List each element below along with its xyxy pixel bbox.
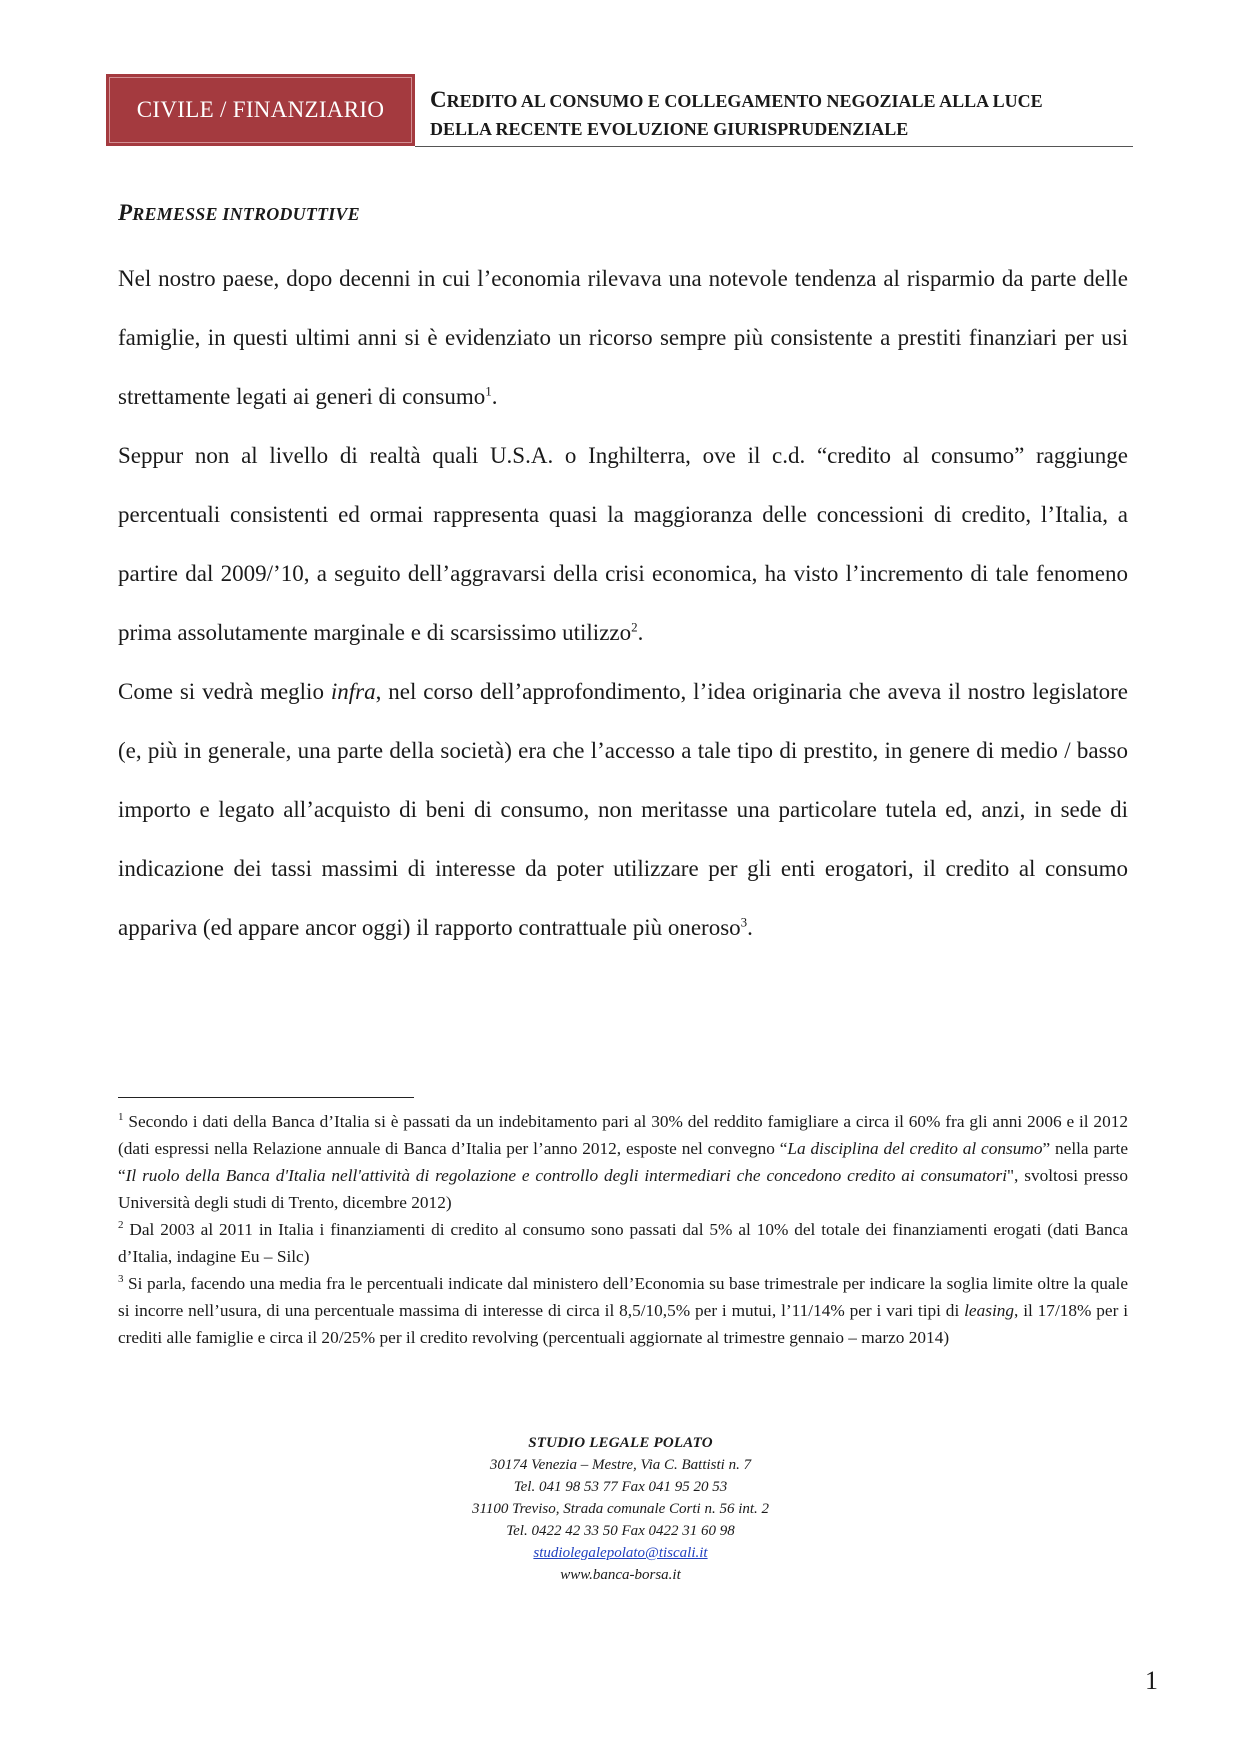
footnote-ref-2[interactable]: 2 bbox=[631, 619, 638, 635]
footnote-3-text-a: Si parla, facendo una media fra le percentuali indicate dal ministero dell’Economia su base trimestrale per indicare la soglia limite oltre la quale si incorre nell’usura, di una percentuale massima di interesse di circa il 8,5/10,5% per i mutui, l’11/14% per i vari tipi di bbox=[118, 1274, 1128, 1320]
page-number: 1 bbox=[1145, 1666, 1158, 1695]
footer-phone-treviso: Tel. 0422 42 33 50 Fax 0422 31 60 98 bbox=[506, 1523, 735, 1539]
footnote-3 bbox=[118, 1270, 1128, 1351]
paragraph-3-text-a: Come si vedrà meglio bbox=[118, 679, 331, 704]
section-heading bbox=[118, 200, 360, 226]
footer-email-link[interactable]: studiolegalepolato@tiscali.it bbox=[533, 1545, 708, 1561]
page-footer bbox=[0, 1432, 1241, 1586]
footnote-3-text-b: , il 17/18% per i crediti alle famiglie e circa il 20/25% per il credito revolving (percentuali aggiornate al trimestre gennaio – marzo 2014) bbox=[118, 1301, 1128, 1347]
footer-address-venezia: 30174 Venezia – Mestre, Via C. Battisti n. 7 bbox=[489, 1457, 752, 1473]
footnote-1-italic-1: La disciplina del credito al consumo bbox=[787, 1139, 1043, 1158]
section-heading-initial: P bbox=[118, 200, 133, 225]
footnote-ref-1[interactable]: 1 bbox=[485, 383, 492, 399]
footer-phone-venezia: Tel. 041 98 53 77 Fax 041 95 20 53 bbox=[513, 1479, 728, 1495]
title-initial-cap: C bbox=[430, 87, 447, 112]
header-category-band bbox=[106, 74, 415, 146]
footnote-1-text-c: ", svoltosi presso Università degli studi di Trento, dicembre 2012) bbox=[118, 1166, 1129, 1212]
paragraph-1 bbox=[118, 249, 1128, 426]
paragraph-3-italic: infra bbox=[330, 679, 376, 704]
footer-firm-name: STUDIO LEGALE POLATO bbox=[528, 1435, 713, 1451]
section-heading-text: REMESSE INTRODUTTIVE bbox=[132, 204, 360, 224]
body-text bbox=[118, 249, 1128, 957]
footnote-2 bbox=[118, 1216, 1128, 1270]
document-title-line-2: DELLA RECENTE EVOLUZIONE GIURISPRUDENZIALE bbox=[430, 119, 909, 139]
paragraph-1-text: Nel nostro paese, dopo decenni in cui l’economia rilevava una notevole tendenza al risparmio da parte delle famiglie, in questi ultimi anni si è evidenziato un ricorso sempre più consistente a prestiti finanziari per usi strettamente legati ai generi di consumo bbox=[118, 266, 1128, 409]
paragraph-2 bbox=[118, 426, 1128, 662]
footnote-2-text: Dal 2003 al 2011 in Italia i finanziamenti di credito al consumo sono passati dal 5% al 10% del totale dei finanziamenti erogati (dati Banca d’Italia, indagine Eu – Silc) bbox=[118, 1220, 1128, 1266]
footnote-separator bbox=[118, 1097, 414, 1098]
footnote-ref-3[interactable]: 3 bbox=[740, 914, 748, 930]
document-title bbox=[430, 86, 1130, 143]
header-category-label: CIVILE / FINANZIARIO bbox=[136, 97, 385, 122]
footnote-1 bbox=[118, 1108, 1128, 1216]
title-line-1-text: REDITO AL CONSUMO E COLLEGAMENTO NEGOZIALE ALLA LUCE bbox=[446, 91, 1043, 111]
paragraph-3-end: . bbox=[747, 915, 753, 940]
paragraph-1-end: . bbox=[491, 384, 498, 409]
paragraph-3 bbox=[118, 662, 1128, 957]
document-title-line-1 bbox=[430, 86, 1130, 115]
footnote-2-number: 2 bbox=[118, 1219, 124, 1232]
footer-email-row bbox=[0, 1542, 1241, 1564]
paragraph-2-text: Seppur non al livello di realtà quali U.S.A. o Inghilterra, ove il c.d. “credito al consumo” raggiunge percentuali consistenti ed ormai rappresenta quasi la maggioranza delle concessioni di credito, l’Italia, a partire dal 2009/’10, a seguito dell’aggravarsi della crisi economica, ha visto l’incremento di tale fenomeno prima assolutamente marginale e di scarsissimo utilizzo bbox=[118, 443, 1128, 645]
footnote-1-text-b: ” nella parte “ bbox=[118, 1139, 1128, 1185]
header-divider bbox=[415, 146, 1133, 147]
footnote-1-number: 1 bbox=[118, 1111, 124, 1124]
footnotes bbox=[118, 1108, 1128, 1351]
footer-website: www.banca-borsa.it bbox=[560, 1567, 681, 1583]
paragraph-3-text-b: , nel corso dell’approfondimento, l’idea originaria che aveva il nostro legislatore (e, più in generale, una parte della società) era che l’accesso a tale tipo di prestito, in genere di medio / basso importo e legato all’acquisto di beni di consumo, non meritasse una particolare tutela ed, anzi, in sede di indicazione dei tassi massimi di interesse da poter utilizzare per gli enti erogatori, il credito al consumo appariva (ed appare ancor oggi) il rapporto contrattuale più oneroso bbox=[118, 679, 1128, 940]
footnote-1-text-a: Secondo i dati della Banca d’Italia si è passati da un indebitamento pari al 30% del reddito famigliare a circa il 60% fra gli anni 2006 e il 2012 (dati espressi nella Relazione annuale di Banca d’Italia per l’anno 2012, esposte nel convegno “ bbox=[118, 1112, 1128, 1158]
footer-address-treviso: 31100 Treviso, Strada comunale Corti n. 56 int. 2 bbox=[471, 1501, 770, 1517]
paragraph-2-end: . bbox=[637, 620, 644, 645]
footnote-3-number: 3 bbox=[118, 1273, 124, 1286]
footnote-3-italic: leasing bbox=[964, 1301, 1015, 1320]
footnote-1-italic-2: Il ruolo della Banca d'Italia nell'attività di regolazione e controllo degli intermediari che concedono credito ai consumatori bbox=[125, 1166, 1007, 1185]
